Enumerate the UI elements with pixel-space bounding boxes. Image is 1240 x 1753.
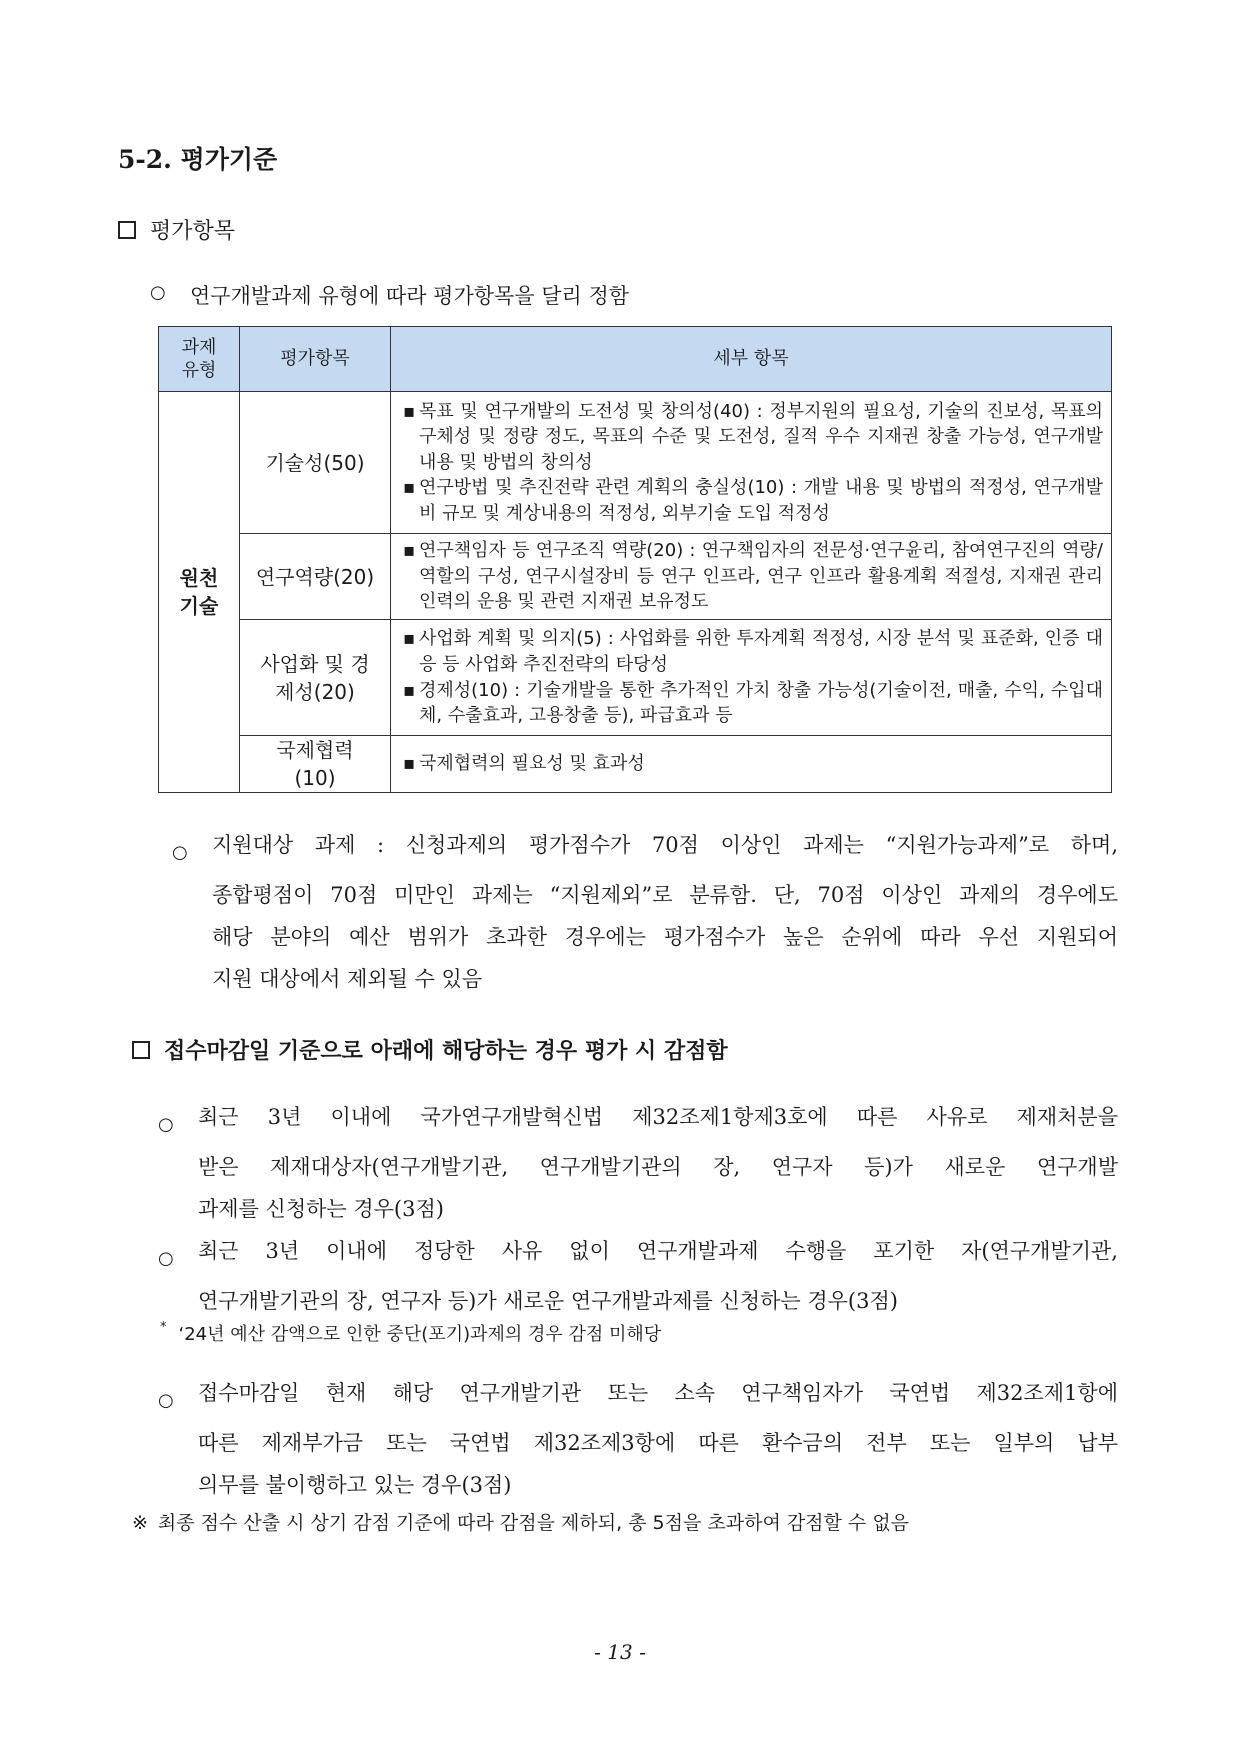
final-note: ※ 최종 점수 산출 시 상기 감점 기준에 따라 감점을 제하되, 총 5점을 초과하여 감점할 수 없음: [132, 1512, 910, 1534]
detail-cell: [391, 534, 1112, 620]
detail-point: ▪ 사업화 계획 및 의지(5) : 사업화를 위한 투자계획 적정성, 시장 분석 및 표준화, 인증 대응 등 사업화 추진전략의 타당성: [403, 626, 1103, 677]
item-cell: 기술성(50): [240, 392, 391, 534]
circle-bullet-icon: ○: [172, 842, 188, 863]
detail-cell: [391, 620, 1112, 736]
page-number: - 13 -: [594, 1640, 646, 1664]
table-row: [159, 620, 1112, 736]
detail-cell: [391, 392, 1112, 534]
deduction-footnote: * ‘24년 예산 감액으로 인한 중단(포기)과제의 경우 감점 미해당: [160, 1320, 662, 1345]
item-cell: 사업화 및 경제성(20): [240, 620, 391, 736]
circle-bullet-icon: ○: [158, 1248, 174, 1269]
eval-items-intro: ○ 연구개발과제 유형에 따라 평가항목을 달리 정함: [150, 282, 630, 308]
square-bullet-icon: ▪: [403, 477, 416, 499]
deduction-heading: 접수마감일 기준으로 아래에 해당하는 경우 평가 시 감점함: [132, 1034, 728, 1065]
square-bullet-icon: ▪: [403, 540, 416, 562]
table-header-row: [159, 327, 1112, 392]
square-bullet-icon: ▪: [403, 628, 416, 650]
header-type: 과제 유형: [159, 327, 240, 392]
deduction-item: ○ 최근 3년 이내에 정당한 사유 없이 연구개발과제 수행을 포기한 자(연구개발기관, 연구개발기관의 장, 연구자 등)가 새로운 연구개발과제를 신청하는 경우(3점): [158, 1230, 1118, 1322]
square-bullet-icon: ▪: [403, 753, 416, 775]
table-row: [159, 736, 1112, 793]
table-row: [159, 392, 1112, 534]
detail-point: ▪ 경제성(10) : 기술개발을 통한 추가적인 가치 창출 가능성(기술이전, 매출, 수익, 수입대체, 수출효과, 고용창출 등), 파급효과 등: [403, 678, 1103, 729]
circle-bullet-icon: ○: [150, 282, 166, 303]
section-title: 5-2. 평가기준: [118, 145, 278, 174]
deduction-item: ○ 접수마감일 현재 해당 연구개발기관 또는 소속 연구책임자가 국연법 제32조제1항에 따른 제재부가금 또는 국연법 제32조제3항에 따른 환수금의 전부 또는 일부의 납부 의무를 불이행하고 있는 경우(3점): [158, 1372, 1118, 1506]
detail-point: ▪ 연구책임자 등 연구조직 역량(20) : 연구책임자의 전문성·연구윤리, 참여연구진의 역량/역할의 구성, 연구시설장비 등 연구 인프라, 연구 인프라 활용계획 적절성, 지재권 관리인력의 운용 및 관련 지재권 보유정도: [403, 538, 1103, 615]
circle-bullet-icon: ○: [158, 1390, 174, 1411]
detail-point: ▪ 목표 및 연구개발의 도전성 및 창의성(40) : 정부지원의 필요성, 기술의 진보성, 목표의 구체성 및 정량 정도, 목표의 수준 및 도전성, 질적 우수 지재권 창출 가능성, 연구개발 내용 및 방법의 창의성: [403, 399, 1103, 476]
header-detail: 세부 항목: [391, 327, 1112, 392]
evaluation-table: [158, 326, 1112, 793]
detail-point: ▪ 연구방법 및 추진전략 관련 계획의 충실성(10) : 개발 내용 및 방법의 적정성, 연구개발비 규모 및 계상내용의 적정성, 외부기술 도입 적정성: [403, 475, 1103, 526]
eval-items-heading: 평가항목: [118, 214, 235, 245]
item-cell: 연구역량(20): [240, 534, 391, 620]
table-row: [159, 534, 1112, 620]
detail-point: ▪ 국제협력의 필요성 및 효과성: [403, 751, 1103, 777]
detail-cell: [391, 736, 1112, 793]
support-paragraph: ○ 지원대상 과제 : 신청과제의 평가점수가 70점 이상인 과제는 “지원가능과제”로 하며, 종합평점이 70점 미만인 과제는 “지원제외”로 분류함. 단, 70점 이상인 과제의 경우에도 해당 분야의 예산 범위가 초과한 경우에는 평가점수가 높은 순위에 따라 우선 지원되어 지원 대상에서 제외될 수 있음: [172, 824, 1118, 1000]
deduction-item: ○ 최근 3년 이내에 국가연구개발혁신법 제32조제1항제3호에 따른 사유로 제재처분을 받은 제재대상자(연구개발기관, 연구개발기관의 장, 연구자 등)가 새로운 연구개발 과제를 신청하는 경우(3점): [158, 1096, 1118, 1230]
circle-bullet-icon: ○: [158, 1114, 174, 1135]
asterisk-icon: *: [160, 1320, 167, 1335]
reference-mark-icon: ※: [132, 1512, 148, 1534]
square-bullet-icon: ▪: [403, 400, 416, 422]
type-cell: 원천 기술: [159, 392, 240, 793]
checkbox-square-icon: [118, 221, 136, 239]
checkbox-square-icon: [132, 1041, 150, 1059]
square-bullet-icon: ▪: [403, 679, 416, 701]
item-cell: 국제협력 (10): [240, 736, 391, 793]
header-item: 평가항목: [240, 327, 391, 392]
